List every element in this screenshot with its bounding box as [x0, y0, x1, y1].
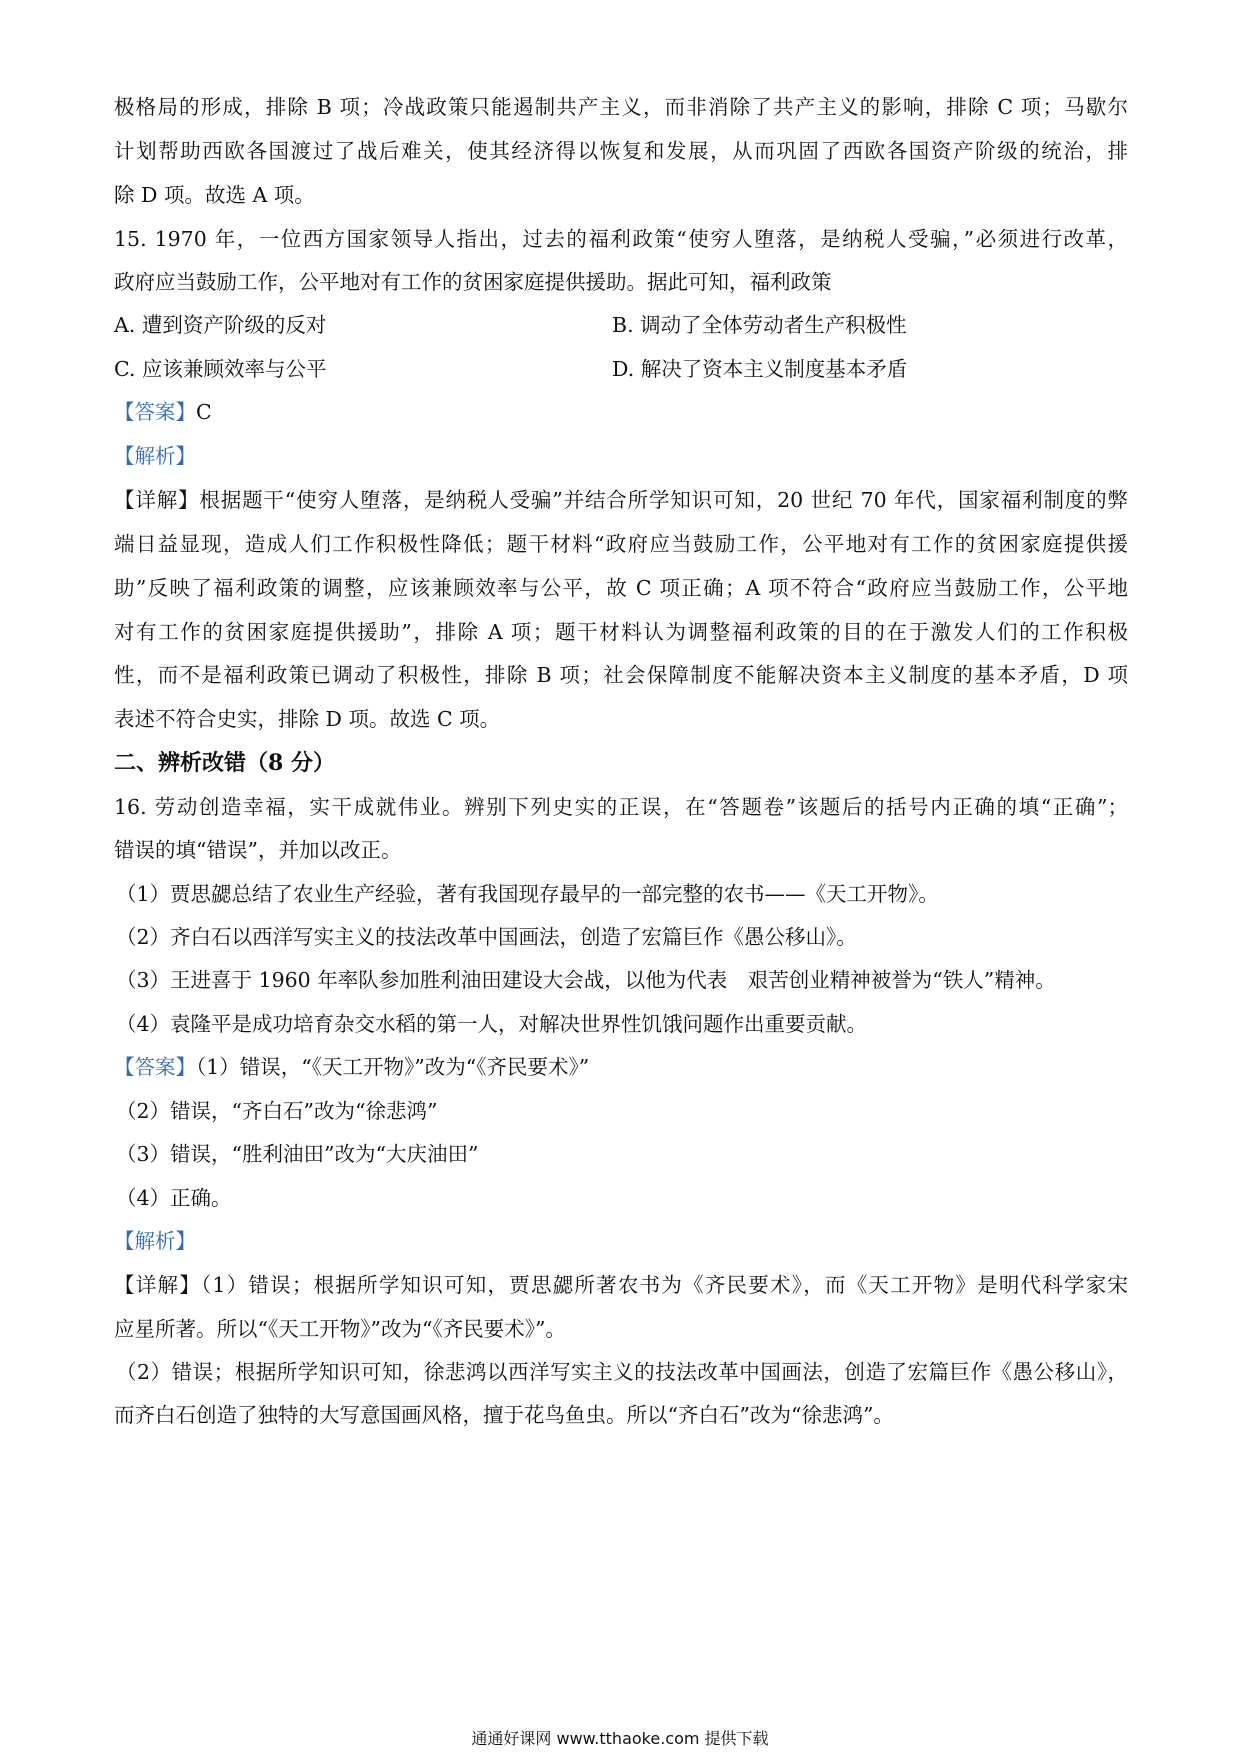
q16-stem-line-1: 16. 劳动创造幸福，实干成就伟业。辨别下列史实的正误，在“答题卷”该题后的括号内正确的填“正确”； [114, 795, 1128, 819]
q15-answer-value: C [196, 400, 212, 424]
continued-line-1: 极格局的形成，排除 B 项；冷战政策只能遏制共产主义，而非消除了共产主义的影响，排除 C 项；马歇尔 [114, 95, 1128, 119]
q16-detail-text-1: （1）错误；根据所学知识可知，贾思勰所著农书为《齐民要术》，而《天工开物》是明代科学家宋 [200, 1273, 1128, 1297]
q15-answer-tag: 【答案】 [114, 400, 196, 424]
continued-line-2: 计划帮助西欧各国渡过了战后难关，使其经济得以恢复和发展，从而巩固了西欧各国资产阶级的统治，排 [114, 139, 1128, 163]
q15-stem-line-2: 政府应当鼓励工作，公平地对有工作的贫困家庭提供援助。据此可知，福利政策 [114, 270, 832, 294]
q16-answer-3: （3）错误，“胜利油田”改为“大庆油田” [116, 1142, 479, 1166]
q15-option-b: B. 调动了全体劳动者生产积极性 [612, 313, 907, 337]
q16-answer-tag: 【答案】 [114, 1055, 196, 1079]
q16-analysis-tag: 【解析】 [114, 1229, 196, 1253]
q16-answer-2: （2）错误，“齐白石”改为“徐悲鸿” [116, 1099, 438, 1123]
section-2-heading: 二、辨析改错（8 分） [114, 750, 335, 776]
q16-stem-line-2: 错误的填“错误”，并加以改正。 [114, 838, 402, 862]
q15-analysis-tag: 【解析】 [114, 444, 196, 468]
q15-option-a: A. 遭到资产阶级的反对 [114, 313, 327, 337]
q15-answer-line [114, 397, 1128, 427]
q15-detail-line-2: 端日益显现，造成人们工作积极性降低；题干材料“政府应当鼓励工作，公平地对有工作的贫困家庭提供援 [114, 532, 1128, 556]
q16-item-1: （1）贾思勰总结了农业生产经验，著有我国现存最早的一部完整的农书——《天工开物》。 [116, 882, 939, 906]
q16-detail-line-2: 应星所著。所以“《天工开物》”改为“《齐民要术》”。 [114, 1317, 566, 1341]
q15-detail-line-1: 【详解】根据题干“使穷人堕落，是纳税人受骗”并结合所学知识可知，20 世纪 70 年代，国家福利制度的弊 [114, 488, 1128, 512]
footer-watermark: 通通好课网 www.tthaoke.com 提供下载 [471, 1729, 769, 1748]
q16-item-4: （4）袁隆平是成功培育杂交水稻的第一人，对解决世界性饥饿问题作出重要贡献。 [116, 1012, 868, 1036]
q15-stem-line-1: 15. 1970 年，一位西方国家领导人指出，过去的福利政策“使穷人堕落，是纳税人受骗，”必须进行改革， [114, 227, 1128, 251]
q16-answer-line-1 [114, 1052, 1128, 1082]
q16-detail-tag: 【详解】 [114, 1273, 201, 1297]
q15-detail-line-5: 性，而不是福利政策已调动了积极性，排除 B 项；社会保障制度不能解决资本主义制度的基本矛盾，D 项 [114, 663, 1128, 687]
continued-line-3: 除 D 项。故选 A 项。 [114, 183, 315, 207]
q16-item-3: （3）王进喜于 1960 年率队参加胜利油田建设大会战，以他为代表 艰苦创业精神被誉为“铁人”精神。 [116, 968, 1056, 992]
q15-detail-line-4: 对有工作的贫困家庭提供援助”，排除 A 项；题干材料认为调整福利政策的目的在于激发人们的工作积极 [114, 620, 1128, 644]
q16-detail-line-4: 而齐白石创造了独特的大写意国画风格，擅于花鸟鱼虫。所以“齐白石”改为“徐悲鸿”。 [114, 1403, 894, 1427]
q15-option-d: D. 解决了资本主义制度基本矛盾 [612, 357, 908, 381]
q16-answer-4: （4）正确。 [116, 1186, 232, 1210]
q15-option-c: C. 应该兼顾效率与公平 [114, 357, 327, 381]
q15-detail-line-6: 表述不符合史实，排除 D 项。故选 C 项。 [114, 707, 501, 731]
q15-detail-line-3: 助”反映了福利政策的调整，应该兼顾效率与公平，故 C 项正确；A 项不符合“政府应当鼓励工作，公平地 [114, 576, 1128, 600]
q16-item-2: （2）齐白石以西洋写实主义的技法改革中国画法，创造了宏篇巨作《愚公移山》。 [116, 925, 857, 949]
q16-detail-line-1 [114, 1270, 1128, 1300]
q16-detail-line-3: （2）错误；根据所学知识可知，徐悲鸿以西洋写实主义的技法改革中国画法，创造了宏篇巨作《愚公移山》， [116, 1360, 1128, 1384]
q16-answer-1: （1）错误，“《天工开物》”改为“《齐民要术》” [196, 1055, 590, 1079]
